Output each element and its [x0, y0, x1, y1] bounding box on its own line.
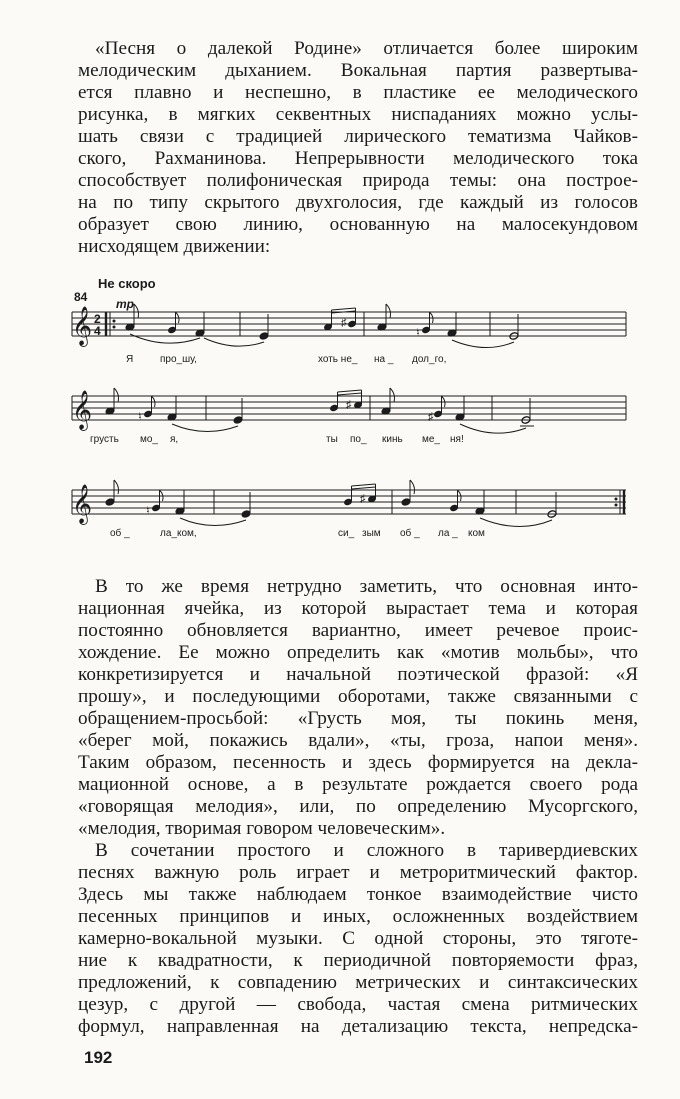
text-line: цезур, с другой — свобода, частая смена ритмических [78, 994, 638, 1015]
example-number: 84 [74, 290, 88, 304]
text-line: обращением-просьбой: «Грусть моя, ты покинь меня, [78, 708, 638, 729]
lyric-syllable: хоть не_ [318, 354, 358, 365]
svg-text:♮: ♮ [138, 411, 142, 423]
lyric-syllable: ме_ [422, 434, 440, 445]
staff-1 [72, 304, 626, 365]
lyric-syllable: ла _ [438, 528, 458, 539]
page-number: 192 [84, 1048, 113, 1067]
lyric-syllable: на _ [374, 354, 394, 365]
svg-text:♯: ♯ [341, 317, 347, 329]
svg-text:♮: ♮ [146, 505, 150, 517]
lyric-syllable: об _ [110, 528, 130, 539]
lyric-syllable: кинь [382, 434, 403, 445]
lyric-syllable: по_ [350, 434, 367, 445]
time-signature-top: 2 [94, 312, 101, 326]
staff-3 [72, 480, 626, 539]
text-line: прошу», и последующими оборотами, также связанными с [78, 686, 638, 707]
lyric-syllable: си_ [338, 528, 355, 539]
note-group [125, 304, 519, 348]
text-line: хождение. Ее можно определить как «мотив мольбы», что [78, 642, 638, 663]
text-line: рисунка, в мягких секвентных ниспаданиях можно услы- [78, 104, 638, 125]
text-line: национная ячейка, из которой вырастает тема и которая [78, 598, 638, 619]
text-line: образует свою линию, основанную на малосекундовом [78, 214, 638, 235]
svg-text:♯: ♯ [360, 493, 366, 505]
svg-text:♯: ♯ [428, 411, 434, 423]
svg-text:♮: ♮ [416, 327, 420, 339]
text-line: ется плавно и неспешно, в пластике ее мелодического [78, 82, 638, 103]
lyric-syllable: ты [326, 434, 338, 445]
text-line: «Песня о далекой Родине» отличается более широким [95, 38, 638, 59]
text-line: «говорящая мелодия», или, по определению Мусоргского, [78, 796, 638, 817]
text-line: способствует полифоническая природа темы: она построе- [78, 170, 638, 191]
text-line: на по типу скрытого двухголосия, где каждый из голосов [78, 192, 638, 213]
text-line: мационной основе, а в результате рождается своего рода [78, 774, 638, 795]
music-score [60, 268, 650, 558]
time-signature-bottom: 4 [94, 324, 101, 338]
text-line: песнях важную роль играет и метроритмический фактор. [78, 862, 638, 883]
lyric-syllable: ла_ком, [160, 528, 197, 539]
text-line: мелодическим дыханием. Вокальная партия развертыва- [78, 60, 638, 81]
text-line: предложений, к совпадению метрических и синтаксических [78, 972, 638, 993]
staff-2 [72, 388, 626, 445]
text-line: формул, направленная на детализацию текста, непредска- [78, 1016, 638, 1037]
lyric-syllable: Я [126, 354, 134, 365]
text-line: постоянно обновляется вариантно, имеет речевое проис- [78, 620, 638, 641]
tempo-marking: Не скоро [98, 276, 156, 291]
text-line: ние к квадратности, к периодичной повторяемости фраз, [78, 950, 638, 971]
lyric-syllable: ком [468, 528, 485, 539]
text-line: В то же время нетрудно заметить, что основная инто- [95, 576, 638, 597]
text-line: конкретизируется и начальной поэтической фразой: «Я [78, 664, 638, 685]
text-line: нисходящем движении: [78, 236, 271, 257]
lyric-syllable: грусть [90, 434, 119, 445]
note-group [105, 388, 534, 433]
note-group [105, 480, 557, 527]
lyric-syllable: об _ [400, 528, 420, 539]
lyric-syllable: дол_го, [412, 354, 447, 365]
treble-clef-icon: 𝄞 [72, 307, 93, 345]
treble-clef-icon: 𝄞 [72, 391, 93, 429]
lyric-syllable: мо_ [140, 434, 158, 445]
dynamic-marking: mp [116, 297, 134, 311]
lyric-syllable: зым [362, 528, 381, 539]
text-line: ского, Рахманинова. Непрерывности мелодического тока [78, 148, 638, 169]
text-line: шать связи с традицией лирического тематизма Чайков- [78, 126, 638, 147]
svg-text:♯: ♯ [346, 399, 352, 411]
lyric-syllable: ня! [450, 434, 464, 445]
text-line: «мелодия, творимая говором человеческим». [78, 818, 446, 839]
text-line: Таким образом, песенность и здесь формируется на декла- [78, 752, 638, 773]
text-line: камерно-вокальной музыки. С одной стороны, это тяготе- [78, 928, 638, 949]
text-line: В сочетании простого и сложного в таривердиевских [95, 840, 638, 861]
treble-clef-icon: 𝄞 [72, 485, 93, 523]
text-line: песенных принципов и иных, осложненных воздействием [78, 906, 638, 927]
lyric-syllable: я, [170, 434, 179, 445]
text-line: Здесь мы также наблюдаем тонкое взаимодействие чисто [78, 884, 638, 905]
lyric-syllable: про_шу, [160, 354, 197, 365]
text-line: «берег мой, покажись вдали», «ты, гроза, напои меня». [78, 730, 638, 751]
